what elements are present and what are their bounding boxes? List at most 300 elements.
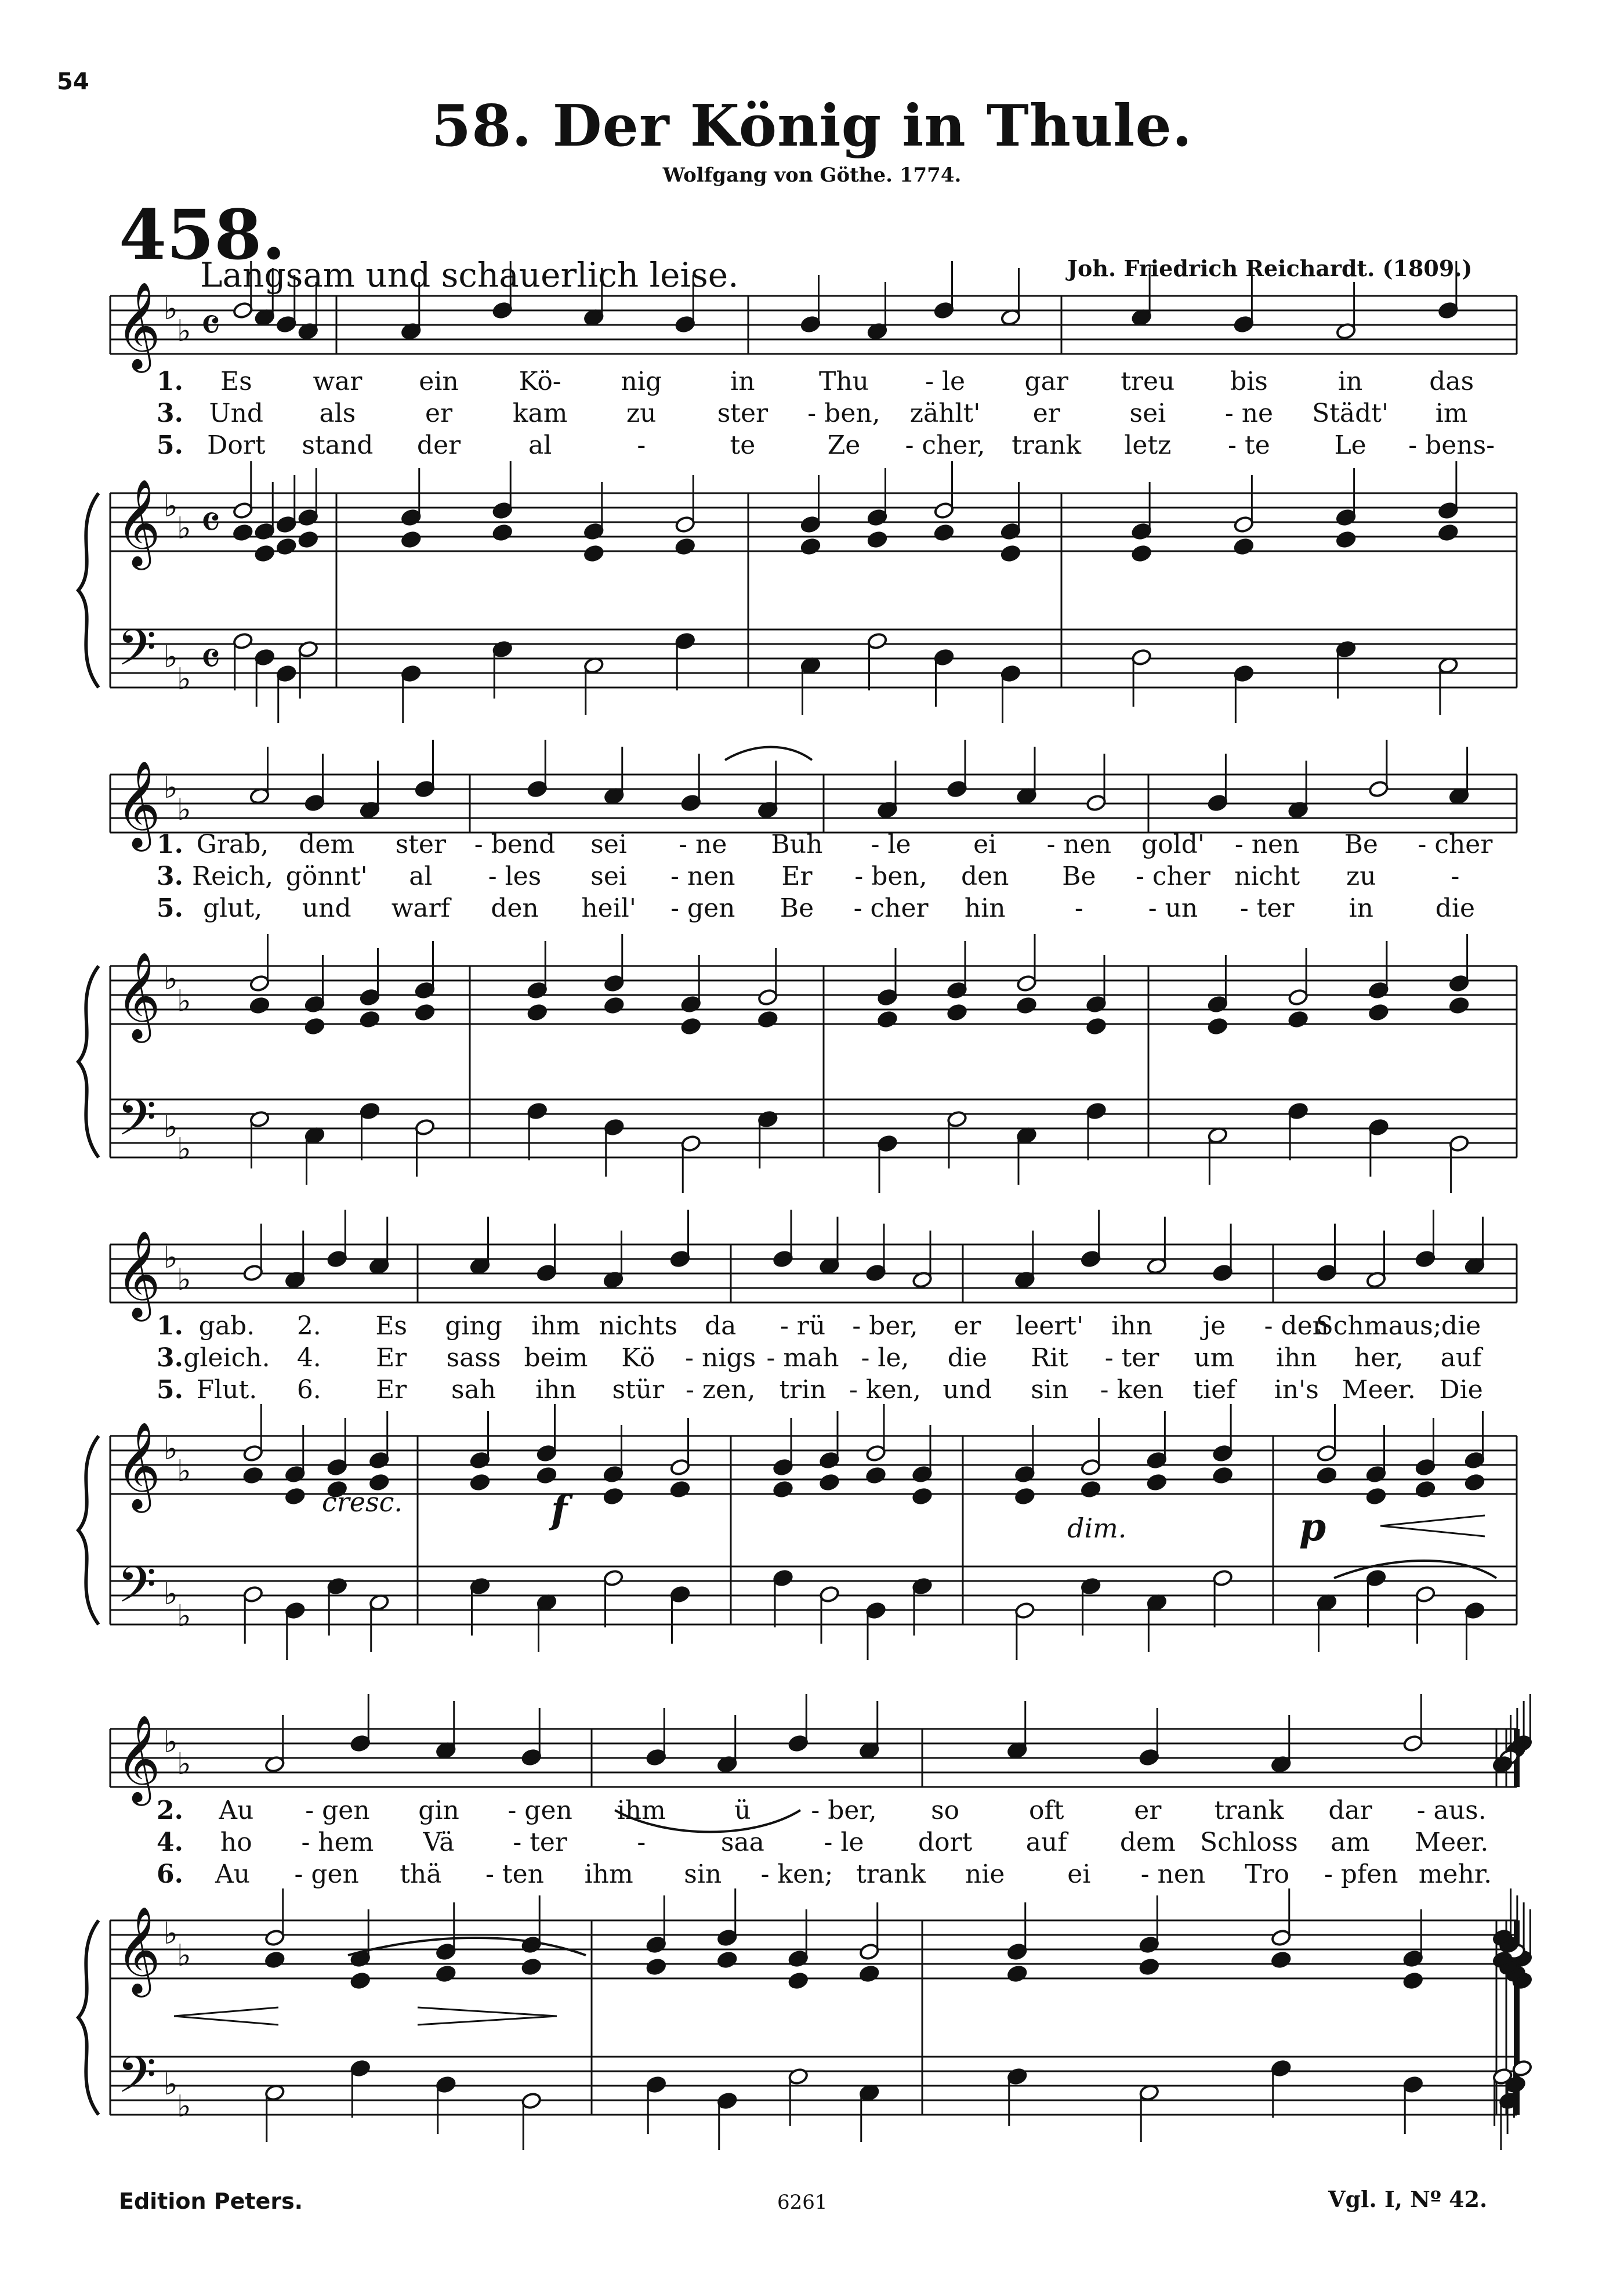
lyric-syllable: trank [856,1859,926,1889]
lyric-syllable: 2. [296,1311,321,1341]
lyric-syllable: sah [451,1375,496,1405]
system-4-brace [78,1920,99,2115]
treble-clef-icon: 𝄞 [116,759,161,848]
lyric-syllable: Dort [207,430,266,460]
song-number: 458. [119,194,286,275]
lyric-syllable: - ken [1100,1375,1164,1405]
lyric-syllable: - ken; [760,1859,833,1889]
piano-treble-chord-note [1415,1481,1436,1499]
piano-treble-chord-note [492,524,513,542]
treble-clef-icon: 𝄞 [116,1229,161,1318]
lyric-syllable: das [1429,367,1474,396]
piano-treble-chord-note [1317,1467,1337,1485]
lyric-syllable: Ze [827,430,861,460]
system-3-brace [78,1436,99,1624]
treble-clef-icon: 𝄞 [116,478,161,566]
flat-icon: ♭ [164,640,178,675]
lyric-syllable: die [947,1343,987,1373]
piano-treble-chord-note [757,1011,778,1029]
verse-number: 3. [157,862,183,891]
lyric-syllable: - ne [1224,399,1274,428]
lyric-syllable: - nigs [685,1343,756,1373]
treble-clef-icon: 𝄞 [116,1905,161,1993]
piano-treble-chord-note [521,1958,542,1976]
verse-number: 1. [157,367,183,396]
lyric-syllable: ihn [1275,1343,1317,1373]
verse-number: 3. [157,399,183,428]
flat-icon: ♭ [177,2089,191,2124]
crescendo-hairpin [1380,1515,1485,1536]
lyric-syllable: Es [375,1311,408,1341]
cross-reference: Vgl. I, Nº 42. [1328,2186,1488,2212]
dynamic-forte: f [551,1487,568,1532]
piano-treble-chord-note [1147,1474,1168,1492]
lyric-syllable: - ben, [854,862,927,891]
lyric-syllable: - [637,430,646,460]
lyric-syllable: dar [1328,1796,1372,1825]
lyric-syllable: heil' [581,893,636,923]
lyric-syllable: - mah [766,1343,839,1373]
lyric-syllable: - aus. [1416,1796,1487,1825]
lyric-syllable: - ber, [852,1311,918,1341]
flat-icon: ♭ [164,1577,178,1612]
common-time-icon: 𝄴 [200,495,221,549]
verse-number: 4. [157,1828,183,1857]
dynamic-dim: dim. [1067,1513,1127,1544]
common-time-icon: 𝄴 [200,632,221,686]
lyric-syllable: er [1134,1796,1162,1825]
verse-number: 1. [157,1311,183,1341]
lyric-syllable: Au [215,1859,251,1889]
lyric-syllable: kam [512,399,568,428]
verse-number: 2. [157,1796,183,1825]
edition-label: Edition Peters. [119,2188,303,2214]
lyric-syllable: - ne [679,830,727,859]
piano-treble-chord-note [1271,1951,1292,1969]
piano-treble-chord-note [934,524,955,542]
lyric-syllable: 4. [296,1343,321,1373]
lyric-syllable: saa [720,1828,764,1857]
lyric-syllable: sei [590,830,627,859]
piano-treble-chord-note [859,1965,880,1983]
lyric-syllable: ihm [617,1796,666,1825]
flat-icon: ♭ [164,1725,178,1760]
lyric-syllable: ging [445,1311,502,1341]
piano-treble-chord-note [1086,1018,1107,1036]
lyric-syllable: - ken, [849,1375,921,1405]
dynamic-cresc: cresc. [322,1486,403,1518]
piano-treble-chord-note [670,1481,691,1499]
piano-treble-chord-note [1234,538,1255,556]
lyric-syllable: nig [621,367,662,396]
lyric-syllable: dem [1119,1828,1176,1857]
piano-treble-chord-note [1288,1011,1308,1029]
lyric-syllable: - ter [1239,893,1295,923]
piano-treble-chord-note [877,1011,898,1029]
lyric-syllable: - bend [474,830,556,859]
lyric-syllable: Kö [621,1343,655,1373]
verse-number: 5. [157,430,183,460]
lyric-syllable: - nen [1140,1859,1206,1889]
lyric-syllable: Tro [1245,1859,1290,1889]
piano-treble-chord-note [264,1951,285,1969]
bass-clef-icon: 𝄢 [117,2046,157,2116]
piano-treble-chord-note [276,538,297,556]
lyric-syllable: - le, [861,1343,909,1373]
piano-treble-chord-note [1368,1004,1389,1022]
treble-clef-icon: 𝄞 [116,951,161,1039]
lyric-syllable: tief [1192,1375,1236,1405]
piano-treble-chord-note [1464,1474,1485,1492]
piano-treble-chord-note [788,1972,809,1990]
piano-treble-chord-note [436,1965,456,1983]
piano-treble-chord-note [401,531,422,549]
lyric-syllable: Be [1062,862,1096,891]
lyric-syllable: Vä [423,1828,455,1857]
lyric-syllable: am [1331,1828,1371,1857]
lyric-syllable: ihm [584,1859,633,1889]
lyric-syllable: zu [1346,862,1376,891]
piano-treble-chord-note [350,1972,371,1990]
lyric-syllable: - [637,1828,646,1857]
common-time-icon: 𝄴 [200,298,221,352]
lyric-syllable: al [528,430,552,460]
lyric-syllable: dem [299,830,355,859]
verse-number: 6. [157,1859,183,1889]
verse-number: 3. [157,1343,183,1373]
lyric-syllable: als [319,399,356,428]
lyric-syllable: trin [779,1375,826,1405]
lyric-syllable: - le [871,830,911,859]
flat-icon: ♭ [177,314,191,349]
lyric-syllable: nie [965,1859,1005,1889]
lyric-syllable: Meer. [1342,1375,1416,1405]
lyric-syllable: - les [488,862,542,891]
piano-treble-chord-note [867,531,888,549]
lyric-syllable: in [1348,893,1373,923]
verse-number: 5. [157,893,183,923]
piano-treble-chord-note [865,1467,886,1485]
lyric-syllable: - cher, [905,430,985,460]
lyric-syllable: Meer. [1415,1828,1489,1857]
lyric-syllable: trank [1214,1796,1284,1825]
flat-icon: ♭ [177,1747,191,1782]
piano-treble-chord-note [603,1488,624,1506]
piano-treble-chord-note [800,538,821,556]
lyric-syllable: die [1441,1311,1481,1341]
piano-treble-chord-note [1438,524,1459,542]
lyric-syllable: - ten [485,1859,544,1889]
lyric-syllable: - te [1228,430,1270,460]
system-1-brace [78,493,99,688]
lyric-syllable: - pfen [1324,1859,1398,1889]
lyric-syllable: sass [446,1343,501,1373]
piano-treble-chord-note [912,1488,933,1506]
lyric-syllable: Es [220,367,252,396]
treble-clef-icon: 𝄞 [116,281,161,369]
lyric-syllable: letz [1124,430,1172,460]
lyric-syllable: dort [918,1828,973,1857]
lyric-syllable: ihn [1111,1311,1152,1341]
lyric-syllable: glut, [202,893,263,923]
lyric-syllable: Buh [771,830,823,859]
piano-treble-chord-note [717,1951,738,1969]
bass-clef-icon: 𝄢 [117,1555,157,1626]
piano-treble-chord-note [675,538,695,556]
lyric-syllable: - hem [301,1828,374,1857]
lyric-syllable: - gen [507,1796,572,1825]
slur [1334,1561,1496,1578]
lyric-syllable: Au [219,1796,254,1825]
lyric-syllable: - le [824,1828,864,1857]
piano-treble-chord-note [527,1004,548,1022]
piano-treble-chord-note [536,1467,557,1485]
flat-icon: ♭ [177,793,191,827]
piano-treble-chord-note [1208,1018,1228,1036]
lyric-syllable: Le [1334,430,1366,460]
piano-treble-chord-note [819,1474,840,1492]
lyric-syllable: die [1435,893,1476,923]
piano-treble-chord-note [583,545,604,563]
lyric-syllable: Er [376,1343,407,1373]
piano-treble-chord-note [415,1004,436,1022]
lyric-syllable: oft [1028,1796,1064,1825]
flat-icon: ♭ [177,662,191,697]
lyric-syllable: und [302,893,351,923]
composer-credit: Joh. Friedrich Reichardt. (1809.) [1067,255,1473,281]
piano-treble-chord-note [646,1958,666,1976]
lyric-syllable: Er [376,1375,407,1405]
lyric-syllable: um [1194,1343,1235,1373]
lyric-syllable: - un [1148,893,1198,923]
lyric-syllable: - le [925,367,966,396]
lyric-syllable: Schmaus; [1315,1311,1442,1341]
piano-treble-chord-note [1212,1467,1233,1485]
piano-treble-chord-note [285,1488,306,1506]
lyric-syllable: bis [1230,367,1268,396]
piano-treble-chord-note [1366,1488,1387,1506]
lyric-syllable: auf [1440,1343,1482,1373]
lyric-syllable: zählt' [909,399,981,428]
piano-treble-chord-note [1000,545,1021,563]
system-2-brace [78,966,99,1157]
flat-icon: ♭ [177,511,191,546]
lyric-syllable: so [931,1796,960,1825]
verse-number: 5. [157,1375,183,1405]
lyric-syllable: - [1451,862,1460,891]
piano-treble-chord-note [304,1018,325,1036]
lyric-syllable: ster [717,399,768,428]
flat-icon: ♭ [164,770,178,805]
lyric-syllable: - gen [294,1859,359,1889]
bass-clef-icon: 𝄢 [117,1088,157,1159]
lyric-syllable: ho [220,1828,252,1857]
lyric-syllable: Schloss [1200,1828,1298,1857]
lyric-syllable: al [409,862,433,891]
piano-treble-chord-note [1131,545,1152,563]
song-title: 58. Der König in Thule. [432,93,1192,160]
lyric-syllable: - cher [1136,862,1210,891]
lyric-syllable: Die [1439,1375,1483,1405]
lyric-syllable: treu [1121,367,1175,396]
lyric-syllable: mehr. [1418,1859,1492,1889]
decrescendo-hairpin [418,2007,557,2025]
lyric-syllable: Und [209,399,264,428]
flat-icon: ♭ [164,1110,178,1145]
lyric-syllable: er [1032,399,1060,428]
lyric-syllable: Be [780,893,814,923]
lyric-syllable: Rit [1031,1343,1069,1373]
lyric-syllable: Thu [818,367,869,396]
lyric-syllable: her, [1354,1343,1404,1373]
flat-icon: ♭ [164,1240,178,1275]
lyric-syllable: - bens- [1408,430,1495,460]
lyric-syllable: in's [1274,1375,1319,1405]
treble-clef-icon: 𝄞 [116,1714,161,1802]
lyric-syllable: - ter [1104,1343,1159,1373]
lyric-syllable: ihm [531,1311,581,1341]
lyric-syllable: - gen [305,1796,370,1825]
lyric-syllable: - nen [1234,830,1300,859]
lyric-syllable: beim [524,1343,588,1373]
flat-icon: ♭ [164,1432,178,1467]
lyric-syllable: trank [1012,430,1082,460]
lyric-syllable: der [416,430,461,460]
lyric-syllable: sei [1129,399,1166,428]
lyric-syllable: Grab, [196,830,269,859]
lyric-syllable: - ben, [807,399,880,428]
flat-icon: ♭ [164,1916,178,1951]
lyric-syllable: nicht [1234,862,1300,891]
lyric-syllable: - ber, [811,1796,877,1825]
lyric-syllable: auf [1025,1828,1067,1857]
piano-treble-chord-note [1014,1488,1035,1506]
lyric-syllable: gin [418,1796,459,1825]
flat-icon: ♭ [164,489,178,524]
lyric-syllable: gab. [198,1311,255,1341]
lyric-syllable: Be [1344,830,1378,859]
flat-icon: ♭ [164,2067,178,2102]
lyric-syllable: ihn [535,1375,577,1405]
lyric-syllable: ü [734,1796,751,1825]
piano-treble-chord-note [242,1467,263,1485]
page-number: 54 [57,68,89,95]
piano-treble-chord-note [1081,1481,1101,1499]
lyric-syllable: - gen [670,893,735,923]
lyric-syllable: - ter [513,1828,567,1857]
flat-icon: ♭ [177,1938,191,1973]
lyric-syllable: gleich. [183,1343,270,1373]
bass-clef-icon: 𝄢 [117,618,157,689]
lyric-syllable: - cher [1418,830,1493,859]
lyric-syllable: - zen, [685,1375,756,1405]
lyric-syllable: leert' [1016,1311,1084,1341]
lyric-syllable: in [730,367,755,396]
slur [348,1938,586,1955]
lyric-syllable: zu [626,399,657,428]
piano-treble-chord-note [1007,1965,1028,1983]
verse-number: 1. [157,830,183,859]
lyric-syllable: - [1074,893,1083,923]
flat-icon: ♭ [164,962,178,997]
piano-treble-chord-note [249,997,270,1015]
lyric-syllable: stür [612,1375,665,1405]
lyric-syllable: - rü [780,1311,826,1341]
piano-treble-chord-note [233,524,253,542]
lyric-syllable: sei [590,862,627,891]
lyric-syllable: - cher [853,893,929,923]
lyric-syllable: da [704,1311,737,1341]
lyric-syllable: ei [1067,1859,1091,1889]
lyric-syllable: - den [1264,1311,1329,1341]
lyric-syllable: Städt' [1312,399,1389,428]
piano-treble-chord-note [470,1474,491,1492]
tempo-marking: Langsam und schauerlich leise. [200,255,739,295]
lyric-syllable: nichts [599,1311,678,1341]
lyric-syllable: ein [419,367,459,396]
lyric-syllable: hin [964,893,1006,923]
lyric-syllable: stand [302,430,374,460]
flat-icon: ♭ [177,1132,191,1167]
lyric-syllable: den [491,893,539,923]
lyric-syllable: - nen [1046,830,1112,859]
piano-treble-chord-note [604,997,625,1015]
flat-icon: ♭ [177,1454,191,1489]
piano-treble-chord-note [1139,1958,1159,1976]
piano-treble-chord-note [360,1011,380,1029]
lyric-syllable: warf [391,893,450,923]
poet-credit: Wolfgang von Göthe. 1774. [662,164,962,187]
dynamic-piano: p [1299,1504,1326,1550]
lyric-syllable: im [1435,399,1468,428]
piano-treble-chord-note [680,1018,701,1036]
flat-icon: ♭ [177,984,191,1019]
lyric-syllable: war [313,367,362,396]
piano-treble-chord-note [1402,1972,1423,1990]
piano-treble-chord-note [298,531,318,549]
lyric-syllable: Kö- [519,367,561,396]
lyric-syllable: sin [684,1859,722,1889]
lyric-syllable: je [1202,1311,1226,1341]
piano-treble-chord-note [1336,531,1357,549]
lyric-syllable: gold' [1141,830,1205,859]
lyric-syllable: sin [1031,1375,1069,1405]
plate-number: 6261 [777,2191,828,2214]
lyric-syllable: ei [973,830,997,859]
flat-icon: ♭ [164,292,178,327]
lyric-syllable: und [942,1375,992,1405]
piano-treble-chord-note [1016,997,1037,1015]
lyric-syllable: Er [781,862,813,891]
lyric-syllable: er [954,1311,981,1341]
piano-treble-chord-note [773,1481,793,1499]
lyric-syllable: den [960,862,1009,891]
slur [725,747,812,761]
flat-icon: ♭ [177,1262,191,1297]
lyric-syllable: Flut. [196,1375,258,1405]
flat-icon: ♭ [177,1599,191,1634]
piano-treble-chord-note [254,545,275,563]
lyric-syllable: in [1337,367,1363,396]
lyric-syllable: - nen [670,862,735,891]
lyric-syllable: te [730,430,756,460]
piano-treble-chord-note [947,1004,967,1022]
piano-treble-chord-note [1449,997,1470,1015]
treble-clef-icon: 𝄞 [116,1421,161,1509]
lyric-syllable: 6. [296,1375,321,1405]
lyric-syllable: gönnt' [285,862,368,891]
lyric-syllable: Reich, [191,862,274,891]
